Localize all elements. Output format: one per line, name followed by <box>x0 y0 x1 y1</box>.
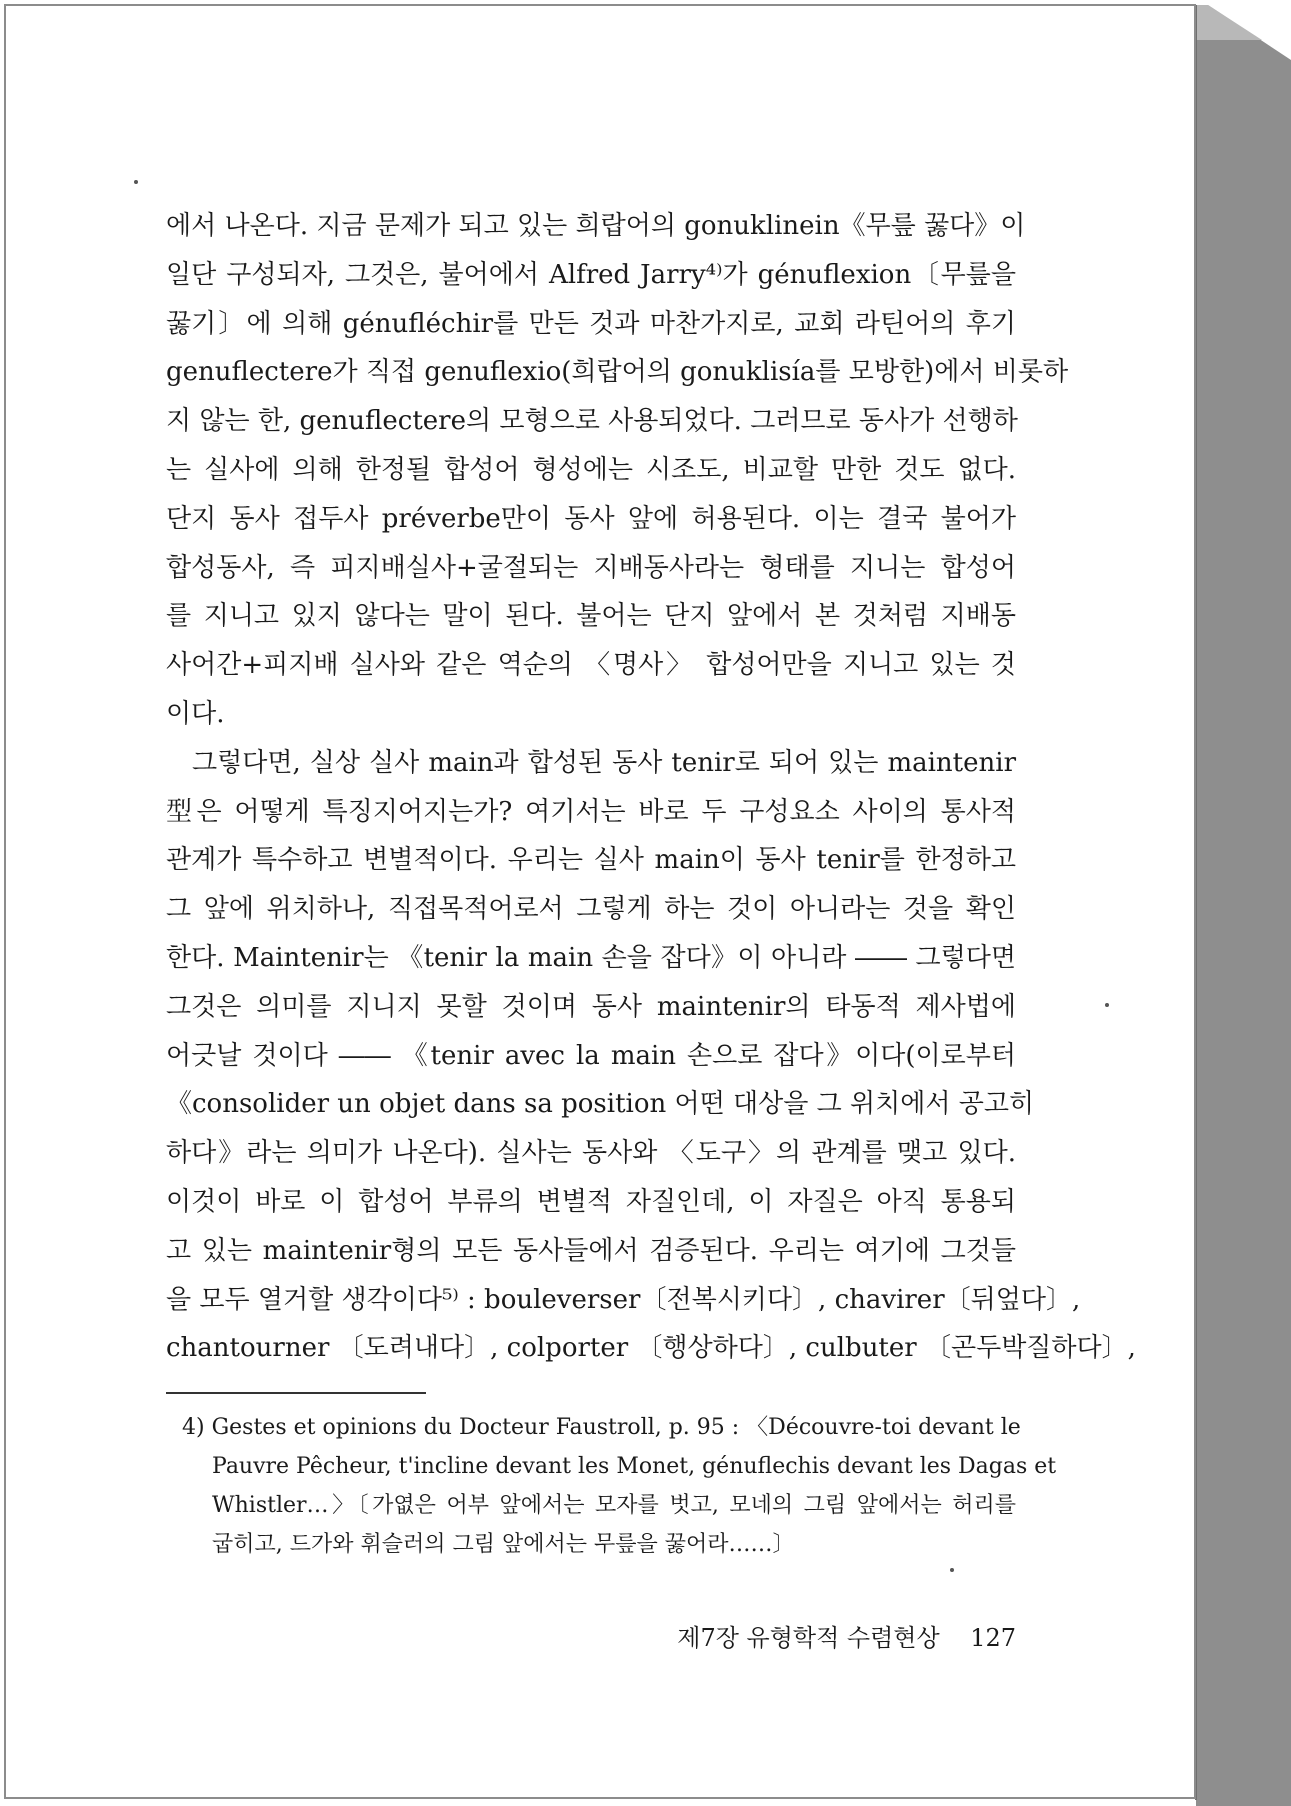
text-line: 어긋날 것이다 ―― 《tenir avec la main 손으로 잡다》이다(이로부터 <box>166 1040 1016 1071</box>
footnote-line: Pauvre Pêcheur, t'incline devant les Monet, génuflechis devant les Dagas et <box>212 1454 1057 1479</box>
text-line: 관계가 특수하고 변별적이다. 우리는 실사 main이 동사 tenir를 한정하고 <box>166 845 1016 876</box>
page-number: 127 <box>970 1624 1016 1652</box>
text-line: 고 있는 maintenir형의 모든 동사들에서 검증된다. 우리는 여기에 그것들 <box>166 1235 1016 1266</box>
text-line: 지 않는 한, genuflectere의 모형으로 사용되었다. 그러므로 동사가 선행하 <box>166 406 1018 437</box>
text-line: 합성동사, 즉 피지배실사+굴절되는 지배동사라는 형태를 지니는 합성어 <box>166 552 1016 583</box>
footnote <box>182 1408 1057 1564</box>
text-line: 를 지니고 있지 않다는 말이 된다. 불어는 단지 앞에서 본 것처럼 지배동 <box>166 601 1016 632</box>
text-line: 그 앞에 위치하나, 직접목적어로서 그렇게 하는 것이 아니라는 것을 확인 <box>166 894 1016 925</box>
speck <box>950 1568 954 1572</box>
text-line: 型은 어떻게 특징지어지는가? 여기서는 바로 두 구성요소 사이의 통사적 <box>166 796 1016 827</box>
running-footer <box>620 1618 1016 1653</box>
text-line: 에서 나온다. 지금 문제가 되고 있는 희랍어의 gonuklinein《무릎 꿇다》이 <box>166 211 1026 241</box>
text-line: 《consolider un objet dans sa position 어떤 대상을 그 위치에서 공고히 <box>166 1089 1035 1120</box>
text-line: 을 모두 열거할 생각이다⁵⁾ : bouleverser〔전복시키다〕, chavirer〔뒤엎다〕, <box>166 1284 1081 1315</box>
text-line: 일단 구성되자, 그것은, 불어에서 Alfred Jarry⁴⁾가 génuflexion〔무릎을 <box>166 259 1016 290</box>
text-line: 하다》라는 의미가 나온다). 실사는 동사와 〈도구〉의 관계를 맺고 있다. <box>166 1138 1016 1169</box>
text-line: genuflectere가 직접 genuflexio(희랍어의 gonuklisía를 모방한)에서 비롯하 <box>166 357 1069 388</box>
text-line: 단지 동사 접두사 préverbe만이 동사 앞에 허용된다. 이는 결국 불어가 <box>166 503 1016 534</box>
footnote-line: 굽히고, 드가와 휘슬러의 그림 앞에서는 무릎을 꿇어라……〕 <box>212 1532 795 1557</box>
speck <box>1105 1003 1109 1007</box>
speck <box>134 180 138 184</box>
text-line: 이다. <box>166 698 225 729</box>
text-line: 이것이 바로 이 합성어 부류의 변별적 자질인데, 이 자질은 아직 통용되 <box>166 1186 1016 1217</box>
chapter-title: 제7장 유형학적 수렴현상 <box>677 1624 940 1652</box>
text-line: 사어간+피지배 실사와 같은 역순의 〈명사〉 합성어만을 지니고 있는 것 <box>166 650 1016 681</box>
main-text <box>166 202 1136 1373</box>
footnote-line: 4) Gestes et opinions du Docteur Faustroll, p. 95 : 〈Découvre-toi devant le <box>182 1415 1021 1440</box>
text-line: 그렇다면, 실상 실사 main과 합성된 동사 tenir로 되어 있는 maintenir <box>192 747 1016 778</box>
text-line: 한다. Maintenir는 《tenir la main 손을 잡다》이 아니라 ―― 그렇다면 <box>166 942 1016 973</box>
text-line: 꿇기〕에 의해 génufléchir를 만든 것과 마찬가지로, 교회 라틴어의 후기 <box>166 308 1016 339</box>
text-line: chantourner 〔도려내다〕, colporter 〔행상하다〕, culbuter 〔곤두박질하다〕, <box>166 1333 1136 1364</box>
footnote-line: Whistler…〉〔가엾은 어부 앞에서는 모자를 벗고, 모네의 그림 앞에서는 허리를 <box>212 1493 1016 1518</box>
text-line: 그것은 의미를 지니지 못할 것이며 동사 maintenir의 타동적 제사법에 <box>166 991 1016 1022</box>
footnote-divider <box>166 1392 426 1394</box>
text-line: 는 실사에 의해 한정될 합성어 형성에는 시조도, 비교할 만한 것도 없다. <box>166 454 1016 485</box>
